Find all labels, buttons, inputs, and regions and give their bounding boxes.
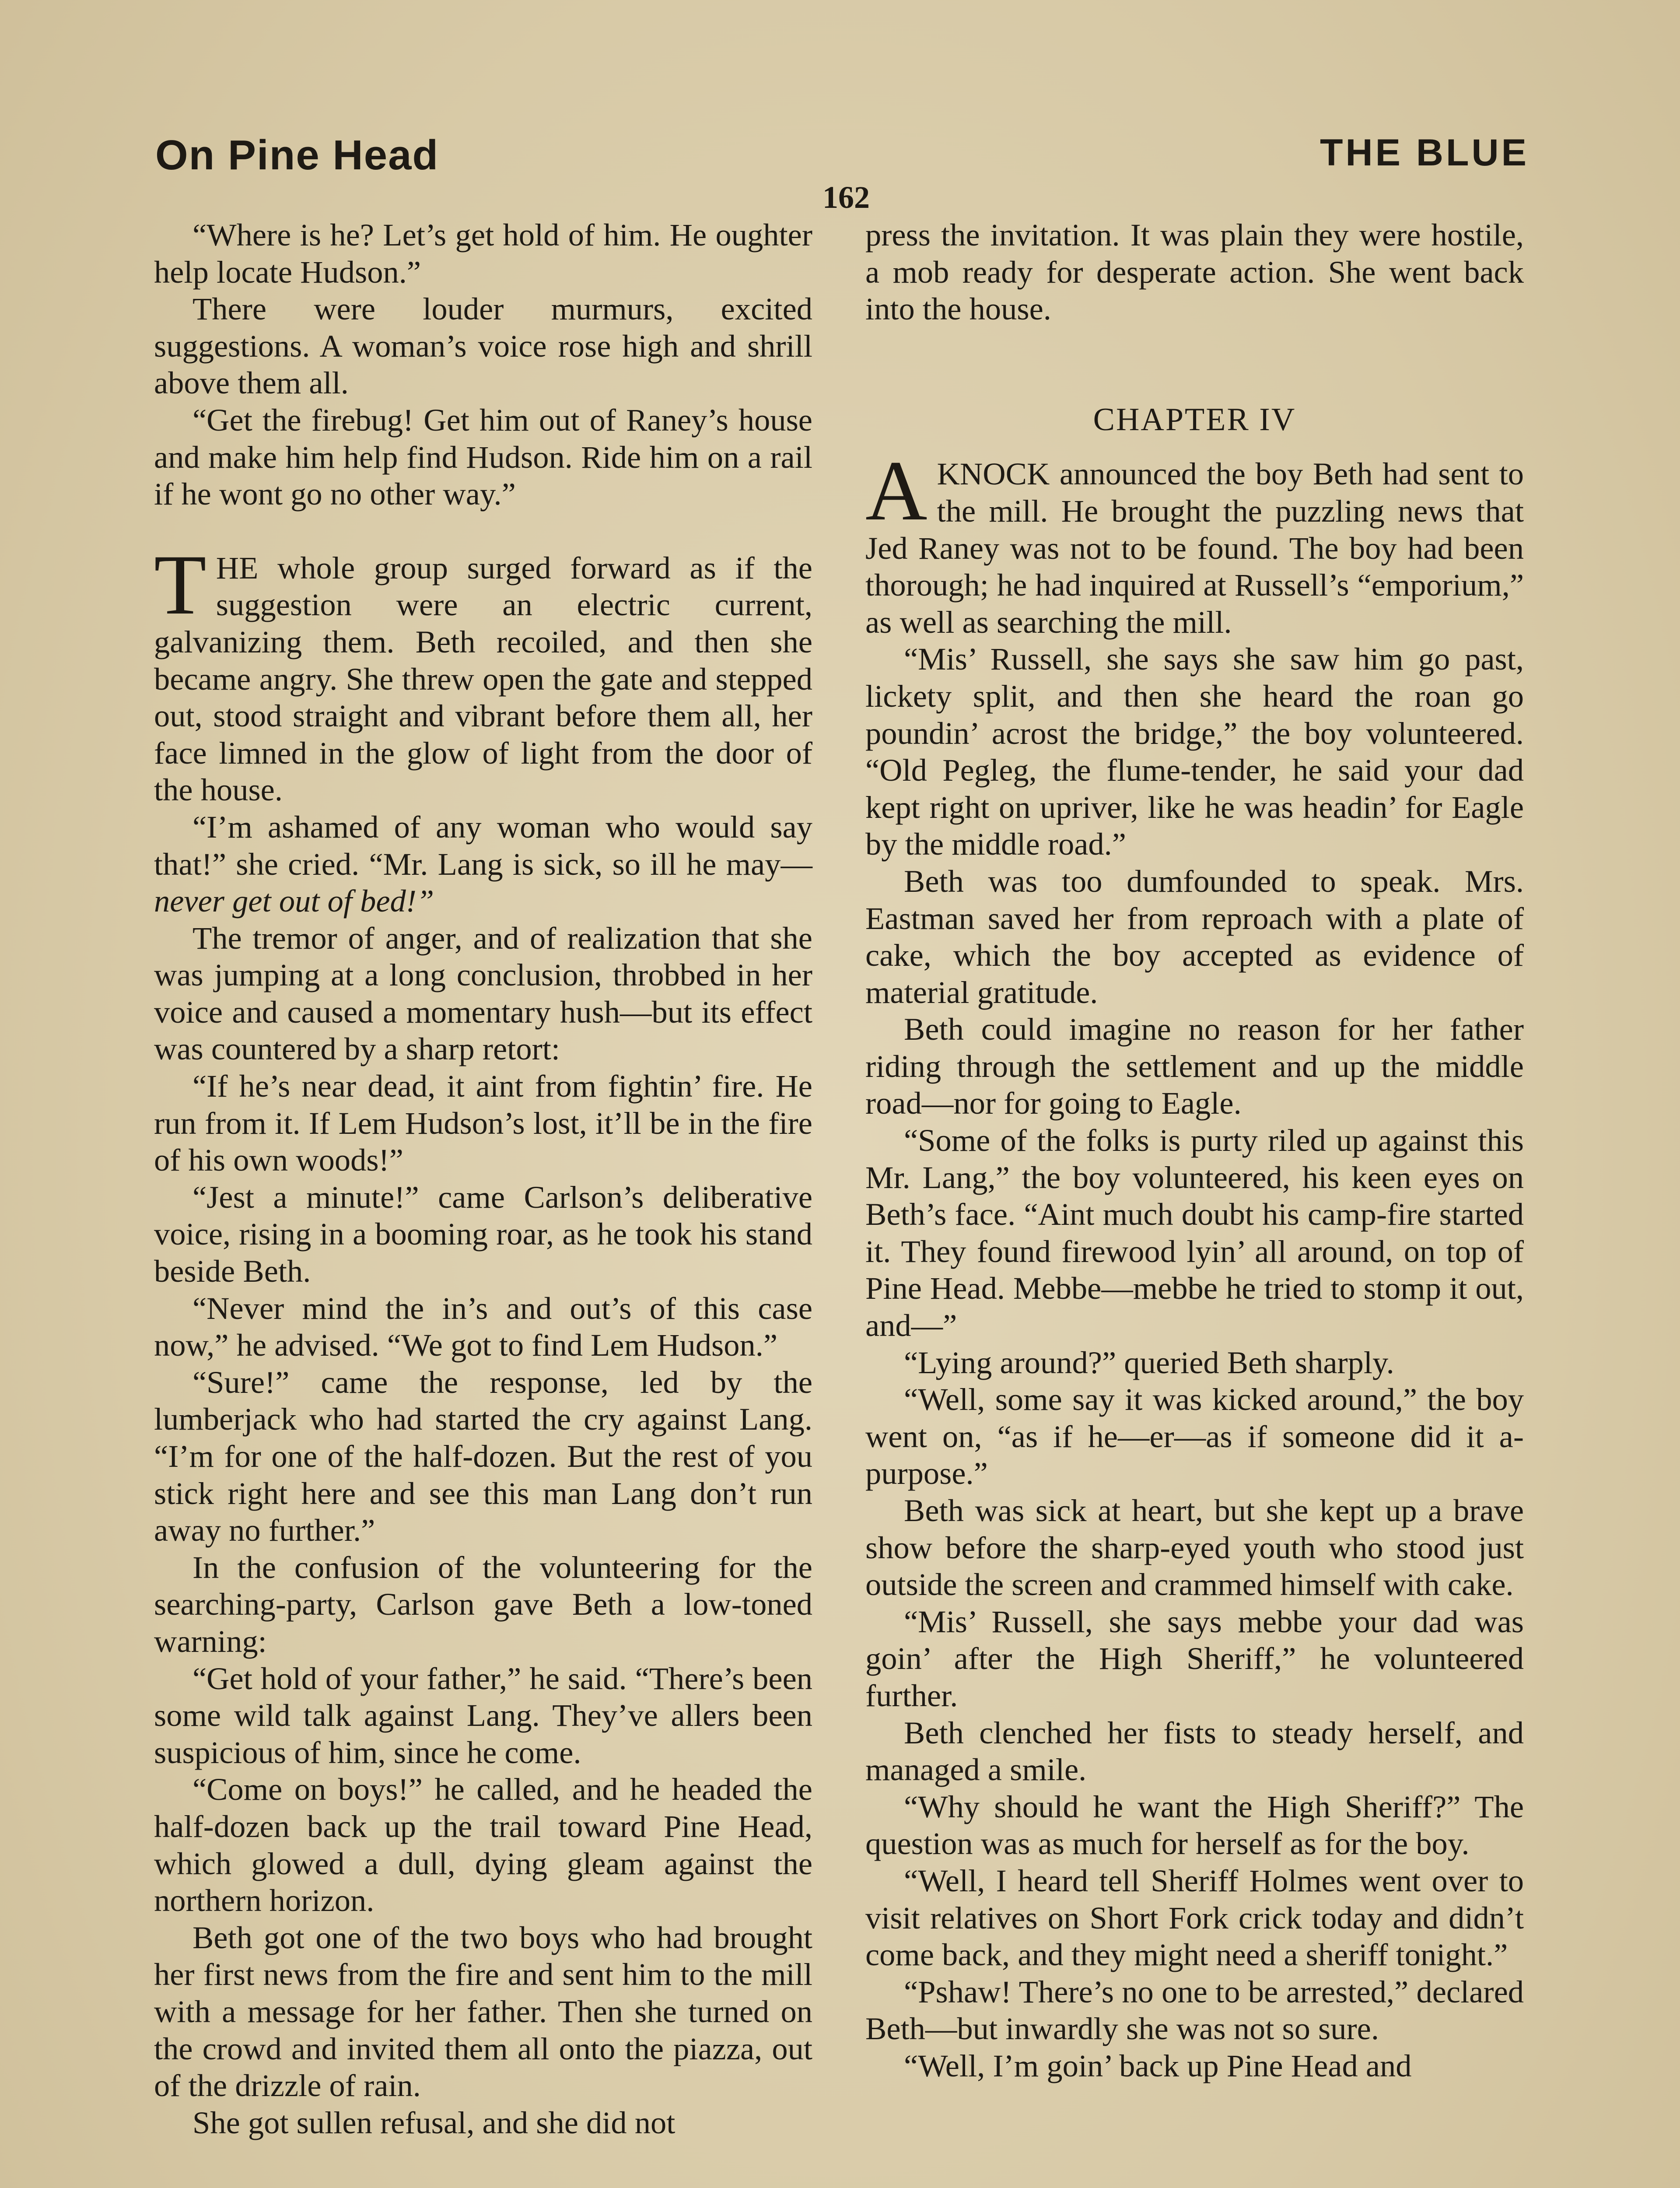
paragraph: “Get the firebug! Get him out of Raney’s house and make him help find Hudson. Ride him on a rail if he wont go no other way.” (154, 402, 812, 512)
paragraph: “Mis’ Russell, she says mebbe your dad was goin’ after the High Sheriff,” he volunteered further. (865, 1603, 1524, 1713)
paragraph: Beth was too dumfounded to speak. Mrs. Eastman saved her from reproach with a plate of cake, which the boy accepted as evidence of material gratitude. (865, 863, 1524, 1010)
paragraph: “Well, I heard tell Sheriff Holmes went over to visit relatives on Short Fork crick today and didn’t come back, and they might need a sheriff tonight.” (865, 1862, 1524, 1973)
paragraph: “Well, some say it was kicked around,” the boy went on, “as if he—er—as if someone did it a-purpose.” (865, 1382, 1524, 1491)
paragraph: In the confusion of the volunteering for the searching-party, Carlson gave Beth a low-toned warning: (154, 1549, 812, 1659)
paragraph: The tremor of anger, and of realization that she was jumping at a long conclusion, throbbed in her voice and caused a momentary hush—but its effect was countered by a sharp retort: (154, 920, 812, 1067)
right-column (865, 217, 1524, 2188)
paragraph: “Lying around?” queried Beth sharply. (904, 1344, 1394, 1380)
paragraph-text: HE whole group surged forward as if the suggestion were an electric current, galvanizing them. Beth recoiled, and then she became angry. She threw open the gate and stepped out, stood straight and vibrant before them all, her face limned in the glow of light from the door of the house. (154, 550, 812, 808)
paragraph: Beth clenched her fists to steady herself, and managed a smile. (865, 1715, 1524, 1788)
paragraph: “Never mind the in’s and out’s of this case now,” he advised. “We got to find Lem Hudson.” (154, 1290, 812, 1363)
paragraph: Beth got one of the two boys who had brought her first news from the fire and sent him to the mill with a message for her father. Then she turned on the crowd and invited them all onto the piazza, out of the drizzle of rain. (154, 1919, 812, 2104)
paragraph: “Pshaw! There’s no one to be arrested,” declared Beth—but inwardly she was not so sure. (865, 1974, 1524, 2047)
chapter-heading: CHAPTER IV (1093, 401, 1296, 438)
paragraph: Beth could imagine no reason for her father riding through the settlement and up the middle road—nor for going to Eagle. (865, 1011, 1524, 1121)
paragraph: “Where is he? Let’s get hold of him. He oughter help locate Hudson.” (154, 217, 812, 290)
paragraph: “Come on boys!” he called, and he headed the half-dozen back up the trail toward Pine Head, which glowed a dull, dying gleam against the northern horizon. (154, 1771, 812, 1918)
paragraph: “Sure!” came the response, led by the lumberjack who had started the cry against Lang. “I’m for one of the half-dozen. But the rest of you stick right here and see this man Lang don’t run away no further.” (154, 1364, 812, 1548)
drop-cap: T (154, 537, 206, 632)
paragraph: press the invitation. It was plain they were hostile, a mob ready for desperate action. She went back into the house. (865, 217, 1524, 327)
chapter-opening-paragraph (865, 443, 1524, 641)
paragraph-text: “I’m ashamed of any woman who would say that!” she cried. “Mr. Lang is sick, so ill he may— (154, 809, 812, 882)
paragraph: There were louder murmurs, excited suggestions. A woman’s voice rose high and shrill above them all. (154, 291, 812, 401)
running-title-right: THE BLUE (1320, 132, 1529, 174)
running-title-left: On Pine Head (155, 132, 439, 179)
paragraph: “Well, I’m goin’ back up Pine Head and (904, 2048, 1412, 2083)
paragraph: “Jest a minute!” came Carlson’s deliberative voice, rising in a booming roar, as he took his stand beside Beth. (154, 1179, 812, 1289)
paragraph: “Some of the folks is purty riled up against this Mr. Lang,” the boy volunteered, his keen eyes on Beth’s face. “Aint much doubt his camp-fire started it. They found firewood lyin’ all around, on top of Pine Head. Mebbe—mebbe he tried to stomp it out, and—” (865, 1122, 1524, 1343)
paragraph: She got sullen refusal, and she did not (192, 2104, 676, 2140)
page-number: 162 (822, 180, 870, 215)
italic-text: never get out of bed!” (154, 883, 434, 919)
paragraph: “If he’s near dead, it aint from fightin’ fire. He run from it. If Lem Hudson’s lost, it’ll be in the fire of his own woods!” (154, 1068, 812, 1178)
section-opening-paragraph (154, 537, 812, 809)
paragraph-text: KNOCK announced the boy Beth had sent to the mill. He brought the puzzling news that Jed Raney was not to be found. The boy had been thorough; he had inquired at Russell’s “emporium,” as well as searching the mill. (865, 456, 1524, 640)
paragraph: Beth was sick at heart, but she kept up a brave show before the sharp-eyed youth who stood just outside the screen and crammed himself with cake. (865, 1493, 1524, 1602)
paragraph (154, 809, 812, 920)
left-column (154, 217, 812, 2188)
drop-cap: A (865, 443, 928, 539)
paragraph: “Mis’ Russell, she says she saw him go past, lickety split, and then she heard the roan go poundin’ acrost the bridge,” the boy volunteered. “Old Pegleg, the flume-tender, he said your dad kept right on upriver, like he was headin’ for Eagle by the middle road.” (865, 641, 1524, 862)
paragraph: “Get hold of your father,” he said. “There’s been some wild talk against Lang. They’ve allers been suspicious of him, since he come. (154, 1660, 812, 1770)
paragraph: “Why should he want the High Sheriff?” The question was as much for herself as for the boy. (865, 1788, 1524, 1862)
